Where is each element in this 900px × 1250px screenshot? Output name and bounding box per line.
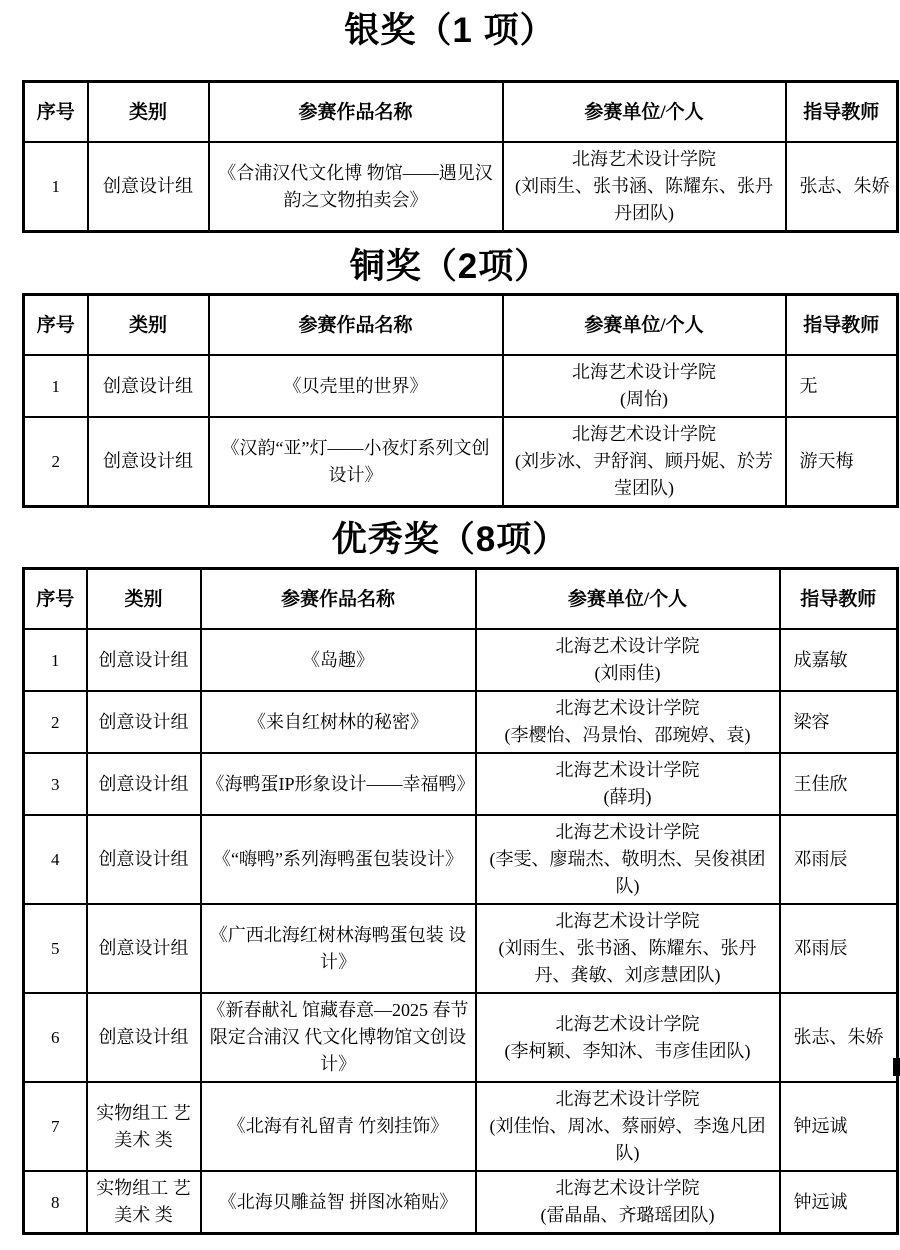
teacher-cell: 成嘉敏 bbox=[780, 629, 898, 691]
unit-members: (周怡) bbox=[620, 389, 668, 409]
column-header: 序号 bbox=[24, 295, 88, 356]
unit-cell bbox=[476, 1082, 780, 1171]
right-edge-artifact-mark bbox=[893, 1058, 900, 1076]
category-cell: 创意设计组 bbox=[87, 691, 201, 753]
unit-members: (刘步冰、尹舒润、顾丹妮、於芳莹团队) bbox=[515, 451, 773, 498]
work-title-cell: 《“嗨鸭”系列海鸭蛋包装设计》 bbox=[201, 815, 476, 904]
work-title-cell: 《北海有礼留青 竹刻挂饰》 bbox=[201, 1082, 476, 1171]
teacher-cell: 钟远诚 bbox=[780, 1082, 898, 1171]
row-number-cell: 2 bbox=[24, 691, 87, 753]
unit-cell bbox=[476, 629, 780, 691]
row-number-cell: 2 bbox=[24, 417, 88, 507]
award-section-silver bbox=[0, 0, 900, 233]
row-number-cell: 6 bbox=[24, 993, 87, 1082]
row-number-cell: 1 bbox=[24, 629, 87, 691]
category-cell: 创意设计组 bbox=[87, 629, 201, 691]
unit-cell bbox=[503, 142, 786, 232]
header-row bbox=[24, 82, 898, 143]
column-header: 参赛作品名称 bbox=[209, 295, 503, 356]
unit-school-name: 北海艺术设计学院 bbox=[555, 822, 700, 842]
work-title-cell: 《海鸭蛋IP形象设计——幸福鸭》 bbox=[201, 753, 476, 815]
category-cell: 实物组工 艺 美术 类 bbox=[87, 1082, 201, 1171]
unit-members: (刘雨生、张书涵、陈耀东、张丹 丹、龚敏、刘彦慧团队) bbox=[498, 938, 757, 985]
column-header: 参赛单位/个人 bbox=[476, 569, 780, 630]
unit-school-name: 北海艺术设计学院 bbox=[555, 760, 700, 780]
row-number-cell: 5 bbox=[24, 904, 87, 993]
column-header: 参赛单位/个人 bbox=[503, 295, 786, 356]
column-header: 参赛单位/个人 bbox=[503, 82, 786, 143]
category-cell: 创意设计组 bbox=[87, 815, 201, 904]
unit-members: (李柯颖、李知沐、韦彦佳团队) bbox=[504, 1040, 751, 1061]
bronze-award-table bbox=[22, 293, 899, 508]
unit-school-name: 北海艺术设计学院 bbox=[572, 149, 716, 169]
unit-cell bbox=[503, 355, 786, 417]
column-header: 序号 bbox=[24, 82, 88, 143]
work-title-cell: 《岛趣》 bbox=[201, 629, 476, 691]
column-header: 指导教师 bbox=[780, 569, 898, 630]
category-cell: 创意设计组 bbox=[88, 417, 209, 507]
unit-school-name: 北海艺术设计学院 bbox=[555, 636, 700, 656]
unit-members: (刘佳怡、周冰、蔡丽婷、李逸凡团队) bbox=[489, 1116, 766, 1163]
unit-school-name: 北海艺术设计学院 bbox=[555, 1089, 700, 1109]
column-header: 参赛作品名称 bbox=[209, 82, 503, 143]
column-header: 参赛作品名称 bbox=[201, 569, 476, 630]
unit-cell bbox=[476, 993, 780, 1082]
table-row bbox=[24, 142, 898, 232]
unit-school-name: 北海艺术设计学院 bbox=[572, 362, 716, 382]
column-header: 类别 bbox=[88, 82, 209, 143]
row-number-cell: 1 bbox=[24, 142, 88, 232]
unit-members: (雷晶晶、齐璐瑶团队) bbox=[540, 1205, 715, 1225]
column-header: 指导教师 bbox=[786, 295, 898, 356]
award-section-bronze bbox=[0, 244, 900, 508]
work-title-cell: 《合浦汉代文化博 物馆——遇见汉韵之文物拍卖会》 bbox=[209, 142, 503, 232]
work-title-cell: 《汉韵“亚”灯——小夜灯系列文创设计》 bbox=[209, 417, 503, 507]
row-number-cell: 8 bbox=[24, 1171, 87, 1234]
unit-members: (刘雨佳) bbox=[594, 663, 661, 683]
work-title-cell: 《贝壳里的世界》 bbox=[209, 355, 503, 417]
unit-members: (李雯、廖瑞杰、敬明杰、吴俊祺团队) bbox=[489, 849, 766, 896]
unit-school-name: 北海艺术设计学院 bbox=[572, 424, 716, 444]
category-cell: 创意设计组 bbox=[87, 904, 201, 993]
table-row bbox=[24, 753, 898, 815]
unit-school-name: 北海艺术设计学院 bbox=[555, 911, 700, 931]
unit-members: (薛玥) bbox=[603, 787, 652, 807]
table-row bbox=[24, 993, 898, 1082]
category-cell: 实物组工 艺 美术 类 bbox=[87, 1171, 201, 1234]
column-header: 序号 bbox=[24, 569, 87, 630]
unit-cell bbox=[476, 1171, 780, 1234]
work-title-cell: 《北海贝雕益智 拼图冰箱贴》 bbox=[201, 1171, 476, 1234]
teacher-cell: 邓雨辰 bbox=[780, 815, 898, 904]
header-row bbox=[24, 295, 898, 356]
excellent-award-table bbox=[22, 567, 899, 1235]
teacher-cell: 邓雨辰 bbox=[780, 904, 898, 993]
category-cell: 创意设计组 bbox=[88, 355, 209, 417]
work-title-cell: 《广西北海红树林海鸭蛋包装 设计》 bbox=[201, 904, 476, 993]
unit-cell bbox=[476, 904, 780, 993]
category-cell: 创意设计组 bbox=[88, 142, 209, 232]
column-header: 类别 bbox=[87, 569, 201, 630]
table-row bbox=[24, 815, 898, 904]
teacher-cell: 王佳欣 bbox=[780, 753, 898, 815]
table-row bbox=[24, 355, 898, 417]
unit-members: (刘雨生、张书涵、陈耀东、张丹丹团队) bbox=[515, 176, 773, 223]
silver-award-title: 银奖（1 项） bbox=[344, 11, 556, 50]
table-row bbox=[24, 1082, 898, 1171]
excellent-award-title: 优秀奖（8项） bbox=[331, 520, 569, 559]
row-number-cell: 7 bbox=[24, 1082, 87, 1171]
category-cell: 创意设计组 bbox=[87, 993, 201, 1082]
teacher-cell: 无 bbox=[786, 355, 898, 417]
column-header: 类别 bbox=[88, 295, 209, 356]
row-number-cell: 1 bbox=[24, 355, 88, 417]
table-row bbox=[24, 691, 898, 753]
unit-school-name: 北海艺术设计学院 bbox=[555, 698, 700, 718]
bronze-award-title: 铜奖（2项） bbox=[349, 247, 551, 286]
category-cell: 创意设计组 bbox=[87, 753, 201, 815]
unit-members: (李樱怡、冯景怡、邵琬婷、袁) bbox=[504, 725, 751, 745]
unit-school-name: 北海艺术设计学院 bbox=[555, 1013, 700, 1034]
unit-school-name: 北海艺术设计学院 bbox=[555, 1178, 700, 1198]
teacher-cell: 游天梅 bbox=[786, 417, 898, 507]
unit-cell bbox=[476, 815, 780, 904]
header-row bbox=[24, 569, 898, 630]
teacher-cell: 梁容 bbox=[780, 691, 898, 753]
teacher-cell: 张志、朱娇 bbox=[786, 142, 898, 232]
work-title-cell: 《新春献礼 馆藏春意—2025 春节限定合浦汉 代文化博物馆文创设计》 bbox=[201, 993, 476, 1082]
unit-cell bbox=[476, 691, 780, 753]
unit-cell bbox=[476, 753, 780, 815]
table-row bbox=[24, 417, 898, 507]
table-row bbox=[24, 629, 898, 691]
unit-cell bbox=[503, 417, 786, 507]
teacher-cell: 张志、朱娇 bbox=[780, 993, 898, 1082]
teacher-cell: 钟远诚 bbox=[780, 1171, 898, 1234]
table-row bbox=[24, 904, 898, 993]
award-section-excellent bbox=[0, 517, 900, 1235]
silver-award-table bbox=[22, 80, 899, 233]
work-title-cell: 《来自红树林的秘密》 bbox=[201, 691, 476, 753]
row-number-cell: 3 bbox=[24, 753, 87, 815]
column-header: 指导教师 bbox=[786, 82, 898, 143]
table-row bbox=[24, 1171, 898, 1234]
row-number-cell: 4 bbox=[24, 815, 87, 904]
